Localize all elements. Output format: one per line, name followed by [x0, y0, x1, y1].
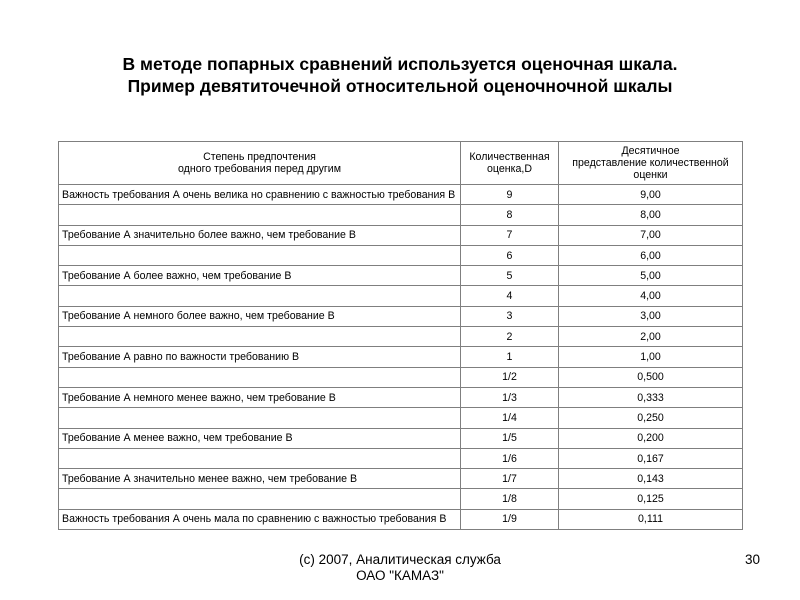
- cell-score: 1/3: [461, 387, 559, 407]
- table-row: [59, 509, 743, 529]
- table-row: [59, 327, 743, 347]
- cell-score: 1/2: [461, 367, 559, 387]
- cell-degree: [59, 205, 461, 225]
- header-decimal: Десятичное представление количественной оценки: [559, 142, 743, 185]
- cell-decimal: 3,00: [559, 306, 743, 326]
- cell-degree: Требование А более важно, чем требование В: [59, 266, 461, 286]
- cell-decimal: 5,00: [559, 266, 743, 286]
- header-degree: Степень предпочтения одного требования перед другим: [59, 142, 461, 185]
- table-row: [59, 266, 743, 286]
- cell-decimal: 1,00: [559, 347, 743, 367]
- table-header-row: [59, 142, 743, 185]
- table-row: [59, 205, 743, 225]
- rating-scale-table: [58, 141, 743, 530]
- table-row: [59, 185, 743, 205]
- cell-score: 6: [461, 245, 559, 265]
- table-row: [59, 367, 743, 387]
- cell-score: 1: [461, 347, 559, 367]
- cell-decimal: 0,111: [559, 509, 743, 529]
- footer-line-2: ОАО "КАМАЗ": [356, 568, 444, 583]
- cell-score: 1/8: [461, 489, 559, 509]
- cell-degree: [59, 489, 461, 509]
- cell-degree: [59, 327, 461, 347]
- table-row: [59, 225, 743, 245]
- cell-degree: Требование А немного более важно, чем требование В: [59, 306, 461, 326]
- cell-degree: Требование А значительно менее важно, чем требование В: [59, 469, 461, 489]
- cell-decimal: 7,00: [559, 225, 743, 245]
- cell-score: 5: [461, 266, 559, 286]
- cell-score: 7: [461, 225, 559, 245]
- table-row: [59, 306, 743, 326]
- cell-score: 4: [461, 286, 559, 306]
- table-row: [59, 448, 743, 468]
- table-row: [59, 428, 743, 448]
- cell-decimal: 0,333: [559, 387, 743, 407]
- cell-degree: Важность требования А очень велика но сравнению с важностью требования В: [59, 185, 461, 205]
- header-score: Количественная оценка,D: [461, 142, 559, 185]
- cell-score: 1/5: [461, 428, 559, 448]
- cell-decimal: 0,167: [559, 448, 743, 468]
- cell-degree: [59, 448, 461, 468]
- page-number: 30: [744, 552, 760, 567]
- table-row: [59, 408, 743, 428]
- cell-decimal: 0,125: [559, 489, 743, 509]
- cell-decimal: 8,00: [559, 205, 743, 225]
- cell-decimal: 9,00: [559, 185, 743, 205]
- cell-score: 8: [461, 205, 559, 225]
- cell-degree: [59, 245, 461, 265]
- cell-score: 1/7: [461, 469, 559, 489]
- table-row: [59, 286, 743, 306]
- cell-degree: [59, 367, 461, 387]
- cell-decimal: 0,500: [559, 367, 743, 387]
- cell-decimal: 0,200: [559, 428, 743, 448]
- cell-score: 3: [461, 306, 559, 326]
- table-row: [59, 387, 743, 407]
- footer-copyright: [0, 552, 800, 584]
- cell-score: 1/6: [461, 448, 559, 468]
- cell-decimal: 0,250: [559, 408, 743, 428]
- title-line-2: Пример девятиточечной относительной оценочночной шкалы: [127, 76, 673, 96]
- title-line-1: В методе попарных сравнений используется оценочная шкала.: [122, 54, 678, 74]
- cell-decimal: 2,00: [559, 327, 743, 347]
- cell-decimal: 6,00: [559, 245, 743, 265]
- table-row: [59, 245, 743, 265]
- table-row: [59, 347, 743, 367]
- cell-degree: Важность требования А очень мала по сравнению с важностью требования В: [59, 509, 461, 529]
- cell-score: 1/9: [461, 509, 559, 529]
- cell-score: 9: [461, 185, 559, 205]
- cell-degree: Требование А менее важно, чем требование В: [59, 428, 461, 448]
- cell-degree: [59, 286, 461, 306]
- table-row: [59, 469, 743, 489]
- cell-degree: [59, 408, 461, 428]
- slide-title: [0, 53, 800, 97]
- table-body: [59, 185, 743, 530]
- table-row: [59, 489, 743, 509]
- footer-line-1: (c) 2007, Аналитическая служба: [299, 552, 501, 567]
- cell-degree: Требование А значительно более важно, чем требование В: [59, 225, 461, 245]
- cell-decimal: 0,143: [559, 469, 743, 489]
- cell-score: 1/4: [461, 408, 559, 428]
- cell-score: 2: [461, 327, 559, 347]
- cell-degree: Требование А немного менее важно, чем требование В: [59, 387, 461, 407]
- cell-decimal: 4,00: [559, 286, 743, 306]
- cell-degree: Требование А равно по важности требованию В: [59, 347, 461, 367]
